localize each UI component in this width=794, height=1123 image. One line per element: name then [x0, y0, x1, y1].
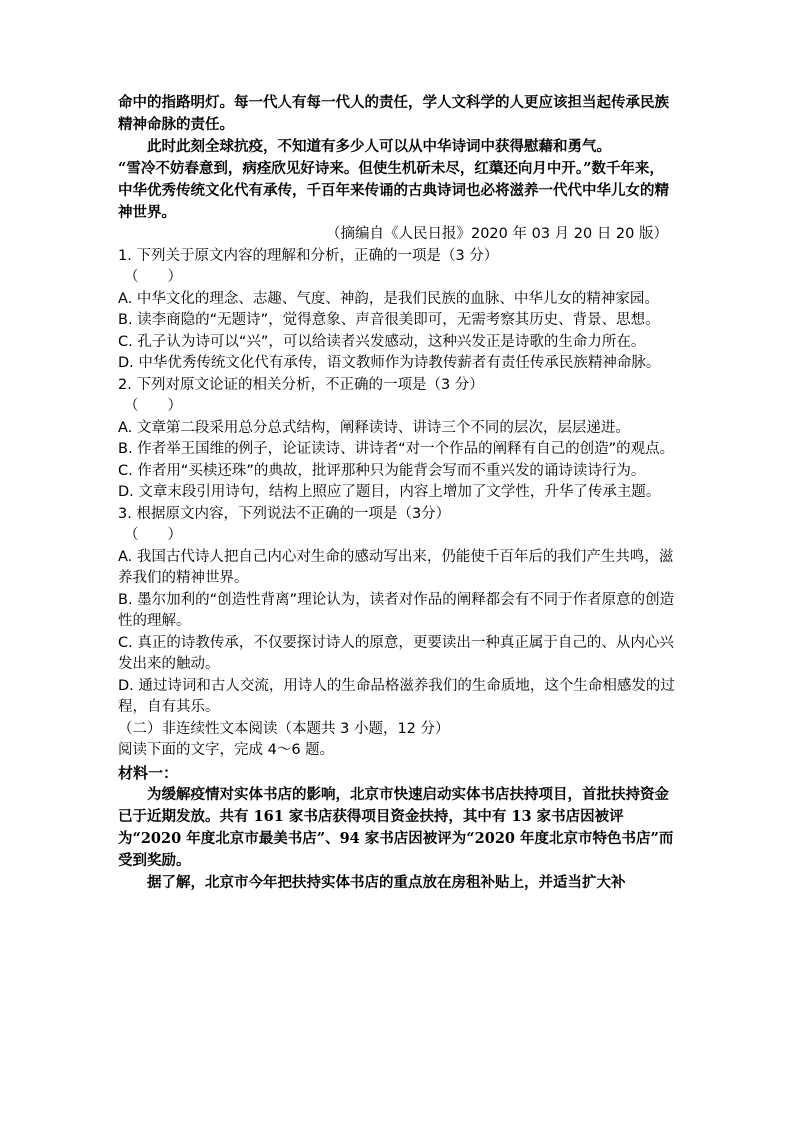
- answer-blank: （ ）: [124, 527, 182, 543]
- option-d: D. 通过诗词和古人交流，用诗人的生命品格滋养我们的生命质地，这个生命相感发的过程，自有其乐。: [118, 677, 675, 715]
- option-b: B. 读李商隐的“无题诗”，觉得意象、声音很美即可，无需考察其历史、背景、思想。: [118, 312, 660, 328]
- material-paragraph: 据了解，北京市今年把扶持实体书店的重点放在房租补贴上，并适当扩大补: [147, 873, 626, 891]
- passage-ending: [118, 92, 678, 224]
- option-b: B. 作者举王国维的例子，论证读诗、讲诗者“对一个作品的阐释有自己的创造”的观点。: [118, 441, 675, 457]
- passage-paragraph: “雪冷不妨春意到，病痊欣见好诗来。但使生机斫未尽，红蕖还向月中开。”数千年来，中华优秀传统文化代有承传，千百年来传诵的古典诗词也必将滋养一代代中华儿女的精神世界。: [118, 160, 669, 221]
- material-one: [118, 784, 678, 894]
- question-stem: 2. 下列对原文论证的相关分析，不正确的一项是（3 分）: [118, 376, 484, 393]
- exam-page: [118, 92, 678, 894]
- question-1: [118, 246, 678, 375]
- option-c: C. 孔子认为诗可以“兴”，可以给读者兴发感动，这种兴发正是诗歌的生命力所在。: [118, 333, 646, 350]
- answer-blank: （ ）: [124, 398, 182, 414]
- option-d: D. 中华优秀传统文化代有承传，语文教师作为诗教传薪者有责任传承民族精神命脉。: [118, 355, 661, 371]
- option-a: A. 中华文化的理念、志趣、气度、神韵，是我们民族的血脉、中华儿女的精神家园。: [118, 290, 659, 307]
- material-label: 材料一：: [118, 763, 179, 782]
- option-c: C. 真正的诗教传承，不仅要探讨诗人的原意，更要读出一种真正属于自己的、从内心兴发出来的触动。: [118, 634, 674, 672]
- option-d: D. 文章末段引用诗句，结构上照应了题目，内容上增加了文学性，升华了传承主题。: [118, 484, 661, 500]
- section-title: （二）非连续性文本阅读（本题共 3 小题，12 分）: [118, 720, 450, 737]
- option-a: A. 我国古代诗人把自己内心对生命的感动写出来，仍能使千百年后的我们产生共鸣，滋养我们的精神世界。: [118, 548, 674, 586]
- section-instruction: 阅读下面的文字，完成 4～6 题。: [118, 742, 335, 758]
- option-c: C. 作者用“买椟还珠”的典故，批评那种只为能背会写而不重兴发的诵诗读诗行为。: [118, 462, 646, 479]
- question-stem: 3. 根据原文内容，下列说法不正确的一项是（3分）: [118, 505, 451, 522]
- passage-paragraph: 此时此刻全球抗疫，不知道有多少人可以从中华诗词中获得慰藉和勇气。: [147, 138, 611, 155]
- source-citation: （摘编自《人民日报》2020 年 03 月 20 日 20 版）: [325, 226, 668, 242]
- option-b: B. 墨尔加利的“创造性背离”理论认为，读者对作品的阐释都会有不同于作者原意的创造性的理解。: [118, 591, 675, 629]
- question-3: [118, 504, 678, 719]
- option-a: A. 文章第二段采用总分总式结构，阐释读诗、讲诗三个不同的层次，层层递进。: [118, 419, 630, 436]
- question-2: [118, 375, 678, 504]
- passage-paragraph: 命中的指路明灯。每一代人有每一代人的责任，学人文科学的人更应该担当起传承民族精神命脉的责任。: [118, 94, 669, 133]
- question-stem: 1. 下列关于原文内容的理解和分析，正确的一项是（3 分）: [118, 247, 499, 264]
- answer-blank: （ ）: [124, 269, 182, 285]
- material-paragraph: 为缓解疫情对实体书店的影响，北京市快速启动实体书店扶持项目，首批扶持资金已于近期发放。共有 161 家书店获得项目资金扶持，其中有 13 家书店因被评为“2020 年度北京市最美书店”、94 家书店因被评为“2020 年度北京市特色书店”而受到奖励。: [118, 785, 674, 869]
